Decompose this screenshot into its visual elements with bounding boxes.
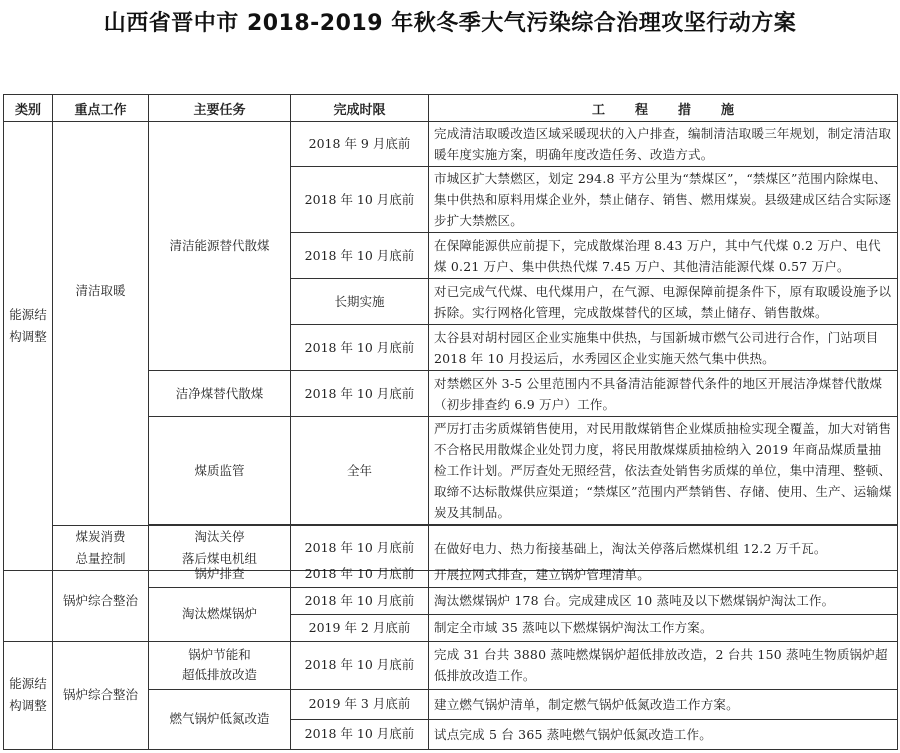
action-plan-table-part1	[3, 94, 898, 571]
deadline-cell: 2019 年 2 月底前	[291, 614, 429, 641]
header-deadline: 完成时限	[291, 95, 429, 122]
category-cell: 能源结构调整	[4, 122, 53, 571]
deadline-cell: 2018 年 10 月底前	[291, 371, 429, 417]
main-task-cell: 燃气锅炉低氮改造	[149, 689, 291, 749]
header-category: 类别	[4, 95, 53, 122]
deadline-cell: 全年	[291, 417, 429, 525]
main-task-cell: 清洁能源替代散煤	[149, 122, 291, 371]
measure-cell: 对已完成气代煤、电代煤用户，在气源、电源保障前提条件下，原有取暖设施予以拆除。实行网格化管理，完成散煤替代的区域，禁止储存、销售散煤。	[429, 279, 898, 325]
measure-cell: 在做好电力、热力衔接基础上，淘汰关停落后燃煤机组 12.2 万千瓦。	[429, 526, 898, 571]
deadline-cell: 2018 年 9 月底前	[291, 122, 429, 167]
measure-cell: 严厉打击劣质煤销售使用，对民用散煤销售企业煤质抽检实现全覆盖，加大对销售不合格民用散煤企业处罚力度，将民用散煤煤质抽检纳入 2019 年商品煤质量抽检工作计划。严厉查处无照经营，依法查处销售劣质煤的单位，集中清理、整顿、取缔不达标散煤供应渠道；“禁煤区”范围内严禁销售、存储、使用、生产、运输煤炭及其制品。	[429, 417, 898, 525]
table-row	[4, 562, 898, 587]
measure-cell: 市城区扩大禁燃区，划定 294.8 平方公里为“禁煤区”，“禁煤区”范围内除煤电、集中供热和原料用煤企业外，禁止储存、销售、燃用煤炭。县级建成区结合实际逐步扩大禁燃区。	[429, 167, 898, 233]
deadline-cell: 2018 年 10 月底前	[291, 587, 429, 614]
main-task-cell: 洁净煤替代散煤	[149, 371, 291, 417]
measure-cell: 制定全市域 35 蒸吨以下燃煤锅炉淘汰工作方案。	[429, 614, 898, 641]
measure-cell: 太谷县对胡村园区企业实施集中供热，与国新城市燃气公司进行合作，门站项目 2018 年 10 月投运后，水秀园区企业实施天然气集中供热。	[429, 325, 898, 371]
deadline-cell: 2018 年 10 月底前	[291, 641, 429, 689]
measure-cell: 对禁燃区外 3-5 公里范围内不具备清洁能源替代条件的地区开展洁净煤替代散煤（初步排查约 6.9 万户）工作。	[429, 371, 898, 417]
measure-cell: 开展拉网式排查，建立锅炉管理清单。	[429, 562, 898, 587]
main-task-cell: 淘汰燃煤锅炉	[149, 587, 291, 641]
measure-cell: 淘汰燃煤锅炉 178 台。完成建成区 10 蒸吨及以下燃煤锅炉淘汰工作。	[429, 587, 898, 614]
main-task-cell: 锅炉节能和 超低排放改造	[149, 641, 291, 689]
measure-cell: 完成 31 台共 3880 蒸吨燃煤锅炉超低排放改造，2 台共 150 蒸吨生物质锅炉超低排放改造工作。	[429, 641, 898, 689]
deadline-cell: 2018 年 10 月底前	[291, 167, 429, 233]
key-work-cell: 清洁取暖	[53, 122, 149, 526]
deadline-cell: 2018 年 10 月底前	[291, 526, 429, 571]
deadline-cell: 2019 年 3 月底前	[291, 689, 429, 719]
header-measures: 工程措施	[429, 95, 898, 122]
key-work-cell: 锅炉综合整治	[53, 562, 149, 641]
deadline-cell: 长期实施	[291, 279, 429, 325]
table-header-row	[4, 95, 898, 122]
table-row	[4, 122, 898, 167]
measure-cell: 试点完成 5 台 365 蒸吨燃气锅炉低氮改造工作。	[429, 719, 898, 749]
category-cell	[4, 562, 53, 641]
measure-cell: 在保障能源供应前提下，完成散煤治理 8.43 万户，其中气代煤 0.2 万户、电代煤 0.21 万户、集中供热代煤 7.45 万户、其他清洁能源代煤 0.57 万户。	[429, 233, 898, 279]
document-title: 山西省晋中市 2018-2019 年秋冬季大气污染综合治理攻坚行动方案	[103, 11, 797, 36]
deadline-cell: 2018 年 10 月底前	[291, 233, 429, 279]
main-task-cell: 煤质监管	[149, 417, 291, 525]
deadline-cell: 2018 年 10 月底前	[291, 325, 429, 371]
measure-cell: 建立燃气锅炉清单，制定燃气锅炉低氮改造工作方案。	[429, 689, 898, 719]
key-work-cell: 煤炭消费 总量控制	[53, 526, 149, 571]
action-plan-table-part2	[3, 562, 898, 750]
table-row	[4, 641, 898, 689]
main-task-cell: 淘汰关停 落后煤电机组	[149, 526, 291, 571]
deadline-cell: 2018 年 10 月底前	[291, 562, 429, 587]
header-key-work: 重点工作	[53, 95, 149, 122]
category-cell: 能源结构调整	[4, 641, 53, 749]
measure-cell: 完成清洁取暖改造区域采暖现状的入户排查，编制清洁取暖三年规划，制定清洁取暖年度实施方案，明确年度改造任务、改造方式。	[429, 122, 898, 167]
deadline-cell: 2018 年 10 月底前	[291, 719, 429, 749]
main-task-cell: 锅炉排查	[149, 562, 291, 587]
key-work-cell: 锅炉综合整治	[53, 641, 149, 749]
header-main-task: 主要任务	[149, 95, 291, 122]
